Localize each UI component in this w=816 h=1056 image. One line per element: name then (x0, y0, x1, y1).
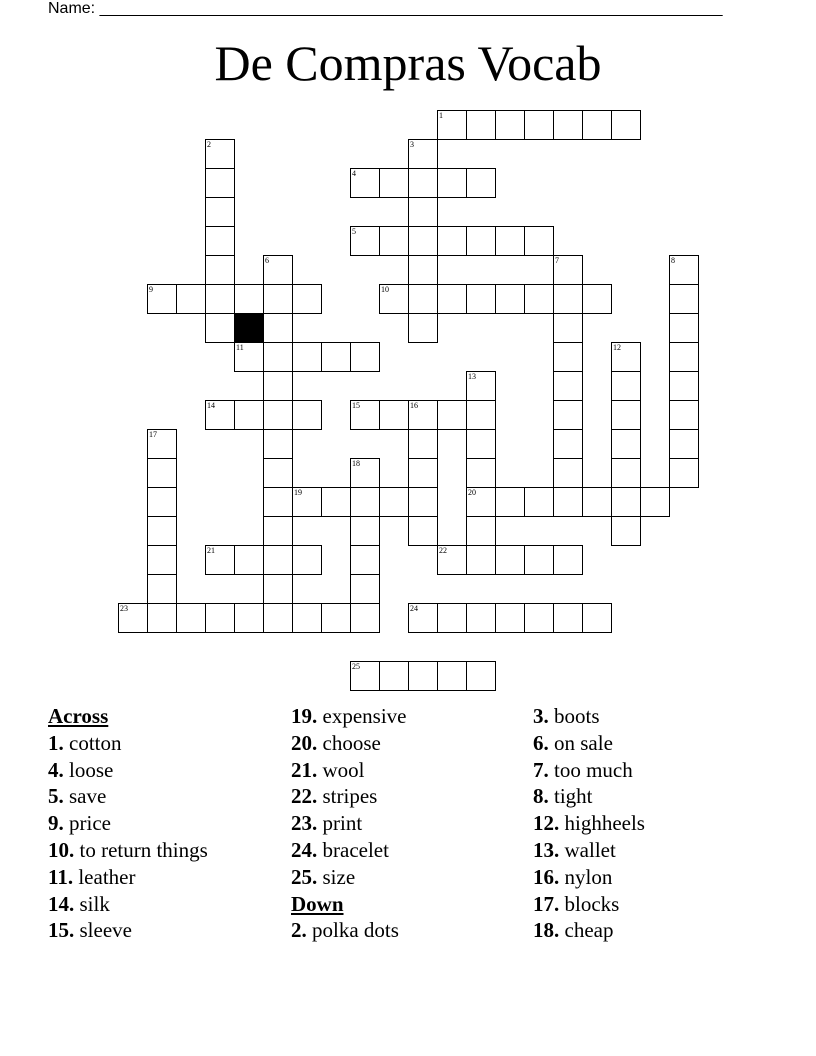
clue-number: 19 (294, 488, 302, 497)
clue-item-text: expensive (317, 704, 407, 728)
clue-number: 11 (236, 343, 244, 352)
clue-item-number: 4. (48, 757, 64, 782)
clue-item (291, 810, 406, 837)
crossword-cell[interactable] (582, 603, 612, 633)
clue-item (533, 783, 645, 810)
crossword-cell[interactable] (147, 429, 177, 459)
crossword-cell[interactable] (466, 516, 496, 546)
crossword-cell[interactable] (408, 516, 438, 546)
clue-item-text: too much (548, 757, 633, 782)
crossword-cell[interactable] (147, 487, 177, 517)
clue-item-number: 13. (533, 837, 560, 862)
clue-item-text: to return things (74, 837, 208, 862)
clue-item-text: stripes (317, 784, 378, 809)
clue-item-text: on sale (548, 730, 613, 755)
crossword-cell[interactable] (321, 342, 351, 372)
crossword-cell[interactable] (205, 226, 235, 256)
clue-item (291, 703, 406, 730)
crossword-cell[interactable] (292, 545, 322, 575)
crossword-cell[interactable] (350, 661, 380, 691)
clue-number: 16 (410, 401, 418, 410)
crossword-cell[interactable] (553, 313, 583, 343)
crossword-cell[interactable] (582, 487, 612, 517)
crossword-cell[interactable] (466, 284, 496, 314)
clue-column-3 (533, 703, 645, 944)
clue-item (291, 837, 406, 864)
crossword-cell[interactable] (147, 545, 177, 575)
crossword-cell[interactable] (234, 603, 264, 633)
name-field-line: Name: ______________________________________________________________________ (48, 0, 723, 17)
crossword-cell[interactable] (611, 400, 641, 430)
crossword-cell[interactable] (176, 284, 206, 314)
crossword-cell[interactable] (582, 110, 612, 140)
crossword-cell[interactable] (669, 342, 699, 372)
clue-item-text: bracelet (317, 837, 389, 862)
crossword-cell[interactable] (553, 603, 583, 633)
clue-number: 5 (352, 227, 356, 236)
crossword-cell[interactable] (234, 284, 264, 314)
clue-item (48, 757, 208, 784)
crossword-cell[interactable] (466, 226, 496, 256)
clue-number: 1 (439, 111, 443, 120)
clue-item (533, 917, 645, 944)
crossword-cell[interactable] (379, 168, 409, 198)
clue-item-number: 16. (533, 864, 560, 889)
crossword-cell[interactable] (495, 603, 525, 633)
clue-item-number: 1. (48, 730, 64, 755)
crossword-cell[interactable] (669, 371, 699, 401)
clue-item (48, 917, 208, 944)
crossword-cell[interactable] (379, 226, 409, 256)
clue-number: 9 (149, 285, 153, 294)
crossword-cell[interactable] (408, 429, 438, 459)
clue-item-text: highheels (559, 811, 645, 836)
clue-number: 2 (207, 140, 211, 149)
crossword-cell[interactable] (669, 458, 699, 488)
clue-number: 17 (149, 430, 157, 439)
crossword-cell[interactable] (495, 284, 525, 314)
crossword-cell[interactable] (524, 284, 554, 314)
crossword-cell[interactable] (263, 516, 293, 546)
clue-item-number: 8. (533, 784, 549, 809)
crossword-cell[interactable] (408, 487, 438, 517)
crossword-cell[interactable] (292, 284, 322, 314)
crossword-cell[interactable] (408, 197, 438, 227)
crossword-cell[interactable] (466, 603, 496, 633)
clue-item-number: 14. (48, 891, 75, 916)
clue-item-number: 10. (48, 837, 75, 862)
crossword-cell[interactable] (234, 545, 264, 575)
clue-item-text: polka dots (306, 918, 399, 943)
crossword-cell[interactable] (553, 255, 583, 285)
clue-item-number: 7. (533, 757, 549, 782)
crossword-cell[interactable] (669, 429, 699, 459)
clue-item-text: nylon (559, 864, 613, 889)
crossword-cell[interactable] (524, 226, 554, 256)
crossword-cell[interactable] (263, 400, 293, 430)
crossword-cell[interactable] (582, 284, 612, 314)
crossword-cell[interactable] (553, 400, 583, 430)
crossword-cell[interactable] (611, 110, 641, 140)
crossword-cell[interactable] (553, 545, 583, 575)
clue-item-number: 23. (291, 811, 318, 836)
crossword-cell[interactable] (466, 429, 496, 459)
clue-number: 20 (468, 488, 476, 497)
crossword-cell[interactable] (379, 487, 409, 517)
clue-item (533, 730, 645, 757)
clue-item (291, 757, 406, 784)
crossword-cell[interactable] (408, 661, 438, 691)
crossword-cell[interactable] (205, 197, 235, 227)
crossword-cell[interactable] (611, 371, 641, 401)
crossword-cell[interactable] (466, 545, 496, 575)
clue-number: 3 (410, 140, 414, 149)
clue-item-number: 11. (48, 864, 74, 889)
crossword-cell[interactable] (466, 487, 496, 517)
crossword-cell[interactable] (263, 371, 293, 401)
crossword-cell[interactable] (495, 487, 525, 517)
crossword-cell[interactable] (466, 168, 496, 198)
crossword-cell[interactable] (611, 487, 641, 517)
crossword-cell[interactable] (205, 603, 235, 633)
clue-item-number: 18. (533, 918, 560, 943)
clue-item-text: sleeve (74, 918, 132, 943)
crossword-cell[interactable] (350, 226, 380, 256)
clue-item (48, 730, 208, 757)
clue-item-number: 9. (48, 811, 64, 836)
crossword-cell[interactable] (524, 487, 554, 517)
crossword-cell[interactable] (611, 342, 641, 372)
clue-number: 14 (207, 401, 215, 410)
clue-item-number: 2. (291, 918, 307, 943)
clue-item-number: 12. (533, 811, 560, 836)
crossword-cell[interactable] (263, 255, 293, 285)
clue-number: 23 (120, 604, 128, 613)
crossword-cell[interactable] (408, 168, 438, 198)
clue-item (533, 837, 645, 864)
clue-item-text: boots (548, 704, 600, 728)
page-title: De Compras Vocab (214, 35, 602, 91)
crossword-cell[interactable] (263, 313, 293, 343)
clue-item-text: blocks (559, 891, 620, 916)
crossword-cell[interactable] (147, 603, 177, 633)
crossword-cell[interactable] (408, 284, 438, 314)
clue-item-text: loose (63, 757, 114, 782)
crossword-cell[interactable] (321, 487, 351, 517)
crossword-cell[interactable] (379, 284, 409, 314)
clue-item-number: 3. (533, 704, 549, 728)
crossword-cell[interactable] (408, 458, 438, 488)
clue-number: 4 (352, 169, 356, 178)
crossword-cell[interactable] (147, 574, 177, 604)
crossword-cell[interactable] (350, 487, 380, 517)
crossword-cell[interactable] (495, 226, 525, 256)
crossword-cell[interactable] (553, 429, 583, 459)
clue-number: 15 (352, 401, 360, 410)
crossword-cell[interactable] (553, 458, 583, 488)
clue-number: 12 (613, 343, 621, 352)
clue-item-number: 19. (291, 704, 318, 728)
crossword-cell[interactable] (669, 313, 699, 343)
clue-number: 25 (352, 662, 360, 671)
crossword-cell[interactable] (350, 516, 380, 546)
crossword-cell[interactable] (669, 284, 699, 314)
crossword-cell[interactable] (524, 603, 554, 633)
clue-item (291, 783, 406, 810)
crossword-cell[interactable] (350, 545, 380, 575)
clue-item-text: wallet (559, 837, 616, 862)
clue-item-number: 15. (48, 918, 75, 943)
clue-item-number: 25. (291, 864, 318, 889)
clue-item (48, 864, 208, 891)
crossword-cell[interactable] (292, 487, 322, 517)
crossword-cell[interactable] (408, 139, 438, 169)
crossword-cell[interactable] (437, 545, 467, 575)
clue-item (533, 810, 645, 837)
crossword-cell[interactable] (611, 429, 641, 459)
crossword-cell[interactable] (292, 603, 322, 633)
crossword-cell[interactable] (205, 139, 235, 169)
crossword-cell[interactable] (350, 574, 380, 604)
crossword-cell[interactable] (553, 371, 583, 401)
crossword-cell[interactable] (553, 487, 583, 517)
clue-item (291, 917, 406, 944)
crossword-cell[interactable] (350, 603, 380, 633)
crossword-cell[interactable] (205, 284, 235, 314)
clue-item-number: 24. (291, 837, 318, 862)
crossword-cell[interactable] (553, 342, 583, 372)
crossword-cell[interactable] (263, 342, 293, 372)
clue-item (48, 810, 208, 837)
crossword-cell[interactable] (640, 487, 670, 517)
clue-item-text: tight (548, 784, 593, 809)
crossword-cell[interactable] (147, 458, 177, 488)
clue-item (48, 891, 208, 918)
clue-heading: Across (48, 704, 109, 728)
clue-number: 10 (381, 285, 389, 294)
crossword-cell[interactable] (147, 284, 177, 314)
crossword-cell[interactable] (292, 342, 322, 372)
crossword-cell[interactable] (495, 545, 525, 575)
clue-item-text: print (317, 811, 363, 836)
crossword-cell[interactable] (350, 168, 380, 198)
crossword-cell[interactable] (437, 661, 467, 691)
crossword-cell[interactable] (669, 255, 699, 285)
crossword-cell[interactable] (379, 400, 409, 430)
crossword-cell[interactable] (437, 226, 467, 256)
crossword-cell[interactable] (553, 110, 583, 140)
clue-number: 22 (439, 546, 447, 555)
crossword-cell[interactable] (176, 603, 206, 633)
crossword-cell[interactable] (379, 661, 409, 691)
clue-number: 6 (265, 256, 269, 265)
clue-item-text: cheap (559, 918, 614, 943)
crossword-cell[interactable] (292, 400, 322, 430)
crossword-cell[interactable] (321, 603, 351, 633)
clue-number: 8 (671, 256, 675, 265)
crossword-cell[interactable] (524, 110, 554, 140)
crossword-cell[interactable] (205, 313, 235, 343)
crossword-cell[interactable] (350, 458, 380, 488)
crossword-cell[interactable] (466, 458, 496, 488)
crossword-cell[interactable] (437, 284, 467, 314)
clue-number: 18 (352, 459, 360, 468)
clue-number: 24 (410, 604, 418, 613)
crossword-cell[interactable] (263, 284, 293, 314)
clue-item (291, 730, 406, 757)
clue-item-text: price (63, 811, 111, 836)
crossword-cell[interactable] (263, 429, 293, 459)
crossword-cell[interactable] (263, 458, 293, 488)
clue-number: 7 (555, 256, 559, 265)
clue-item (48, 783, 208, 810)
crossword-cell[interactable] (263, 603, 293, 633)
clue-column-1 (48, 703, 208, 944)
crossword-cell[interactable] (437, 400, 467, 430)
clue-item-text: silk (74, 891, 110, 916)
crossword-cell[interactable] (466, 371, 496, 401)
clue-item-number: 20. (291, 730, 318, 755)
crossword-cell[interactable] (350, 400, 380, 430)
clue-item (533, 703, 645, 730)
clue-item-text: wool (317, 757, 365, 782)
crossword-cell[interactable] (408, 603, 438, 633)
clue-item-number: 5. (48, 784, 64, 809)
crossword-cell[interactable] (466, 110, 496, 140)
black-square (234, 313, 264, 343)
crossword-cell[interactable] (437, 168, 467, 198)
clue-item (533, 891, 645, 918)
clue-item-number: 17. (533, 891, 560, 916)
clue-item-text: size (317, 864, 356, 889)
crossword-cell[interactable] (118, 603, 148, 633)
crossword-cell[interactable] (466, 400, 496, 430)
crossword-cell[interactable] (205, 255, 235, 285)
crossword-cell[interactable] (205, 168, 235, 198)
crossword-cell[interactable] (495, 110, 525, 140)
crossword-cell[interactable] (466, 661, 496, 691)
clue-item-text: cotton (63, 730, 122, 755)
crossword-cell[interactable] (408, 313, 438, 343)
clue-item (533, 864, 645, 891)
crossword-cell[interactable] (611, 458, 641, 488)
crossword-cell[interactable] (524, 545, 554, 575)
crossword-cell[interactable] (408, 255, 438, 285)
crossword-cell[interactable] (205, 400, 235, 430)
crossword-cell[interactable] (408, 400, 438, 430)
clue-item-number: 6. (533, 730, 549, 755)
clue-item-text: leather (73, 864, 136, 889)
crossword-cell[interactable] (263, 545, 293, 575)
clue-item (533, 757, 645, 784)
clue-item-text: save (63, 784, 107, 809)
crossword-cell[interactable] (611, 516, 641, 546)
crossword-cell[interactable] (234, 400, 264, 430)
clue-heading: Down (291, 891, 344, 916)
crossword-cell[interactable] (350, 342, 380, 372)
crossword-cell[interactable] (437, 110, 467, 140)
crossword-cell[interactable] (263, 487, 293, 517)
crossword-cell[interactable] (408, 226, 438, 256)
clue-column-2 (291, 703, 406, 944)
clue-item (48, 837, 208, 864)
crossword-cell[interactable] (205, 545, 235, 575)
clue-item (291, 864, 406, 891)
clue-item-number: 21. (291, 757, 318, 782)
crossword-cell[interactable] (669, 400, 699, 430)
clue-item-text: choose (317, 730, 381, 755)
clue-item-number: 22. (291, 784, 318, 809)
crossword-cell[interactable] (437, 603, 467, 633)
crossword-cell[interactable] (147, 516, 177, 546)
clue-number: 13 (468, 372, 476, 381)
crossword-cell[interactable] (234, 342, 264, 372)
crossword-cell[interactable] (263, 574, 293, 604)
clue-number: 21 (207, 546, 215, 555)
crossword-cell[interactable] (553, 284, 583, 314)
